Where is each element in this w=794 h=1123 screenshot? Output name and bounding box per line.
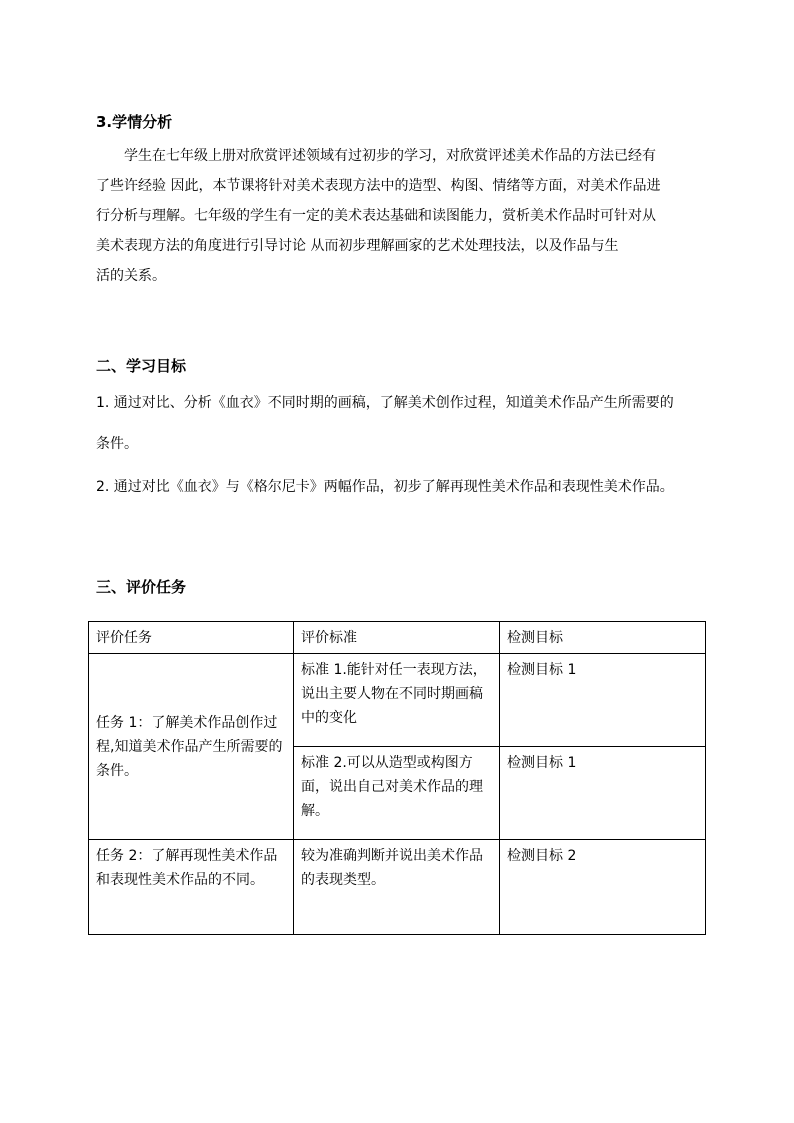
header-target: 检测目标 [500, 622, 706, 654]
standard-1-cell: 标准 1.能针对任一表现方法，说出主要人物在不同时期画稿中的变化 [294, 654, 500, 747]
goal-1-line-2: 条件。 [96, 436, 138, 452]
section-3-heading: 3.学情分析 [96, 113, 173, 131]
section-3-line-1: 学生在七年级上册对欣赏评述领域有过初步的学习，对欣赏评述美术作品的方法已经有 [124, 148, 656, 164]
evaluation-tasks-heading: 三、评价任务 [96, 578, 187, 596]
task-1-cell: 任务 1：了解美术作品创作过程,知道美术作品产生所需要的条件。 [89, 654, 294, 840]
evaluation-table [88, 621, 706, 935]
table-row [89, 654, 706, 747]
target-2-cell: 检测目标 1 [500, 747, 706, 840]
section-3-line-5: 活的关系。 [96, 268, 166, 284]
section-3-line-4: 美术表现方法的角度进行引导讨论 从而初步理解画家的艺术处理技法，以及作品与生 [96, 238, 619, 254]
table-header-row [89, 622, 706, 654]
standard-3-cell: 较为准确判断并说出美术作品的表现类型。 [294, 840, 500, 935]
standard-2-cell: 标准 2.可以从造型或构图方面，说出自己对美术作品的理解。 [294, 747, 500, 840]
goal-1-line-1: 1. 通过对比、分析《血衣》不同时期的画稿，了解美术创作过程，知道美术作品产生所需要的 [96, 395, 674, 411]
task-2-cell: 任务 2：了解再现性美术作品和表现性美术作品的不同。 [89, 840, 294, 935]
learning-goals-heading: 二、学习目标 [96, 357, 187, 375]
target-1-cell: 检测目标 1 [500, 654, 706, 747]
section-3-line-3: 行分析与理解。七年级的学生有一定的美术表达基础和读图能力，赏析美术作品时可针对从 [96, 208, 656, 224]
section-3-line-2: 了些许经验 因此，本节课将针对美术表现方法中的造型、构图、情绪等方面，对美术作品进 [96, 178, 661, 194]
target-3-cell: 检测目标 2 [500, 840, 706, 935]
table-row [89, 840, 706, 935]
goal-2-line: 2. 通过对比《血衣》与《格尔尼卡》两幅作品，初步了解再现性美术作品和表现性美术作品。 [96, 479, 674, 495]
header-task: 评价任务 [89, 622, 294, 654]
header-standard: 评价标准 [294, 622, 500, 654]
